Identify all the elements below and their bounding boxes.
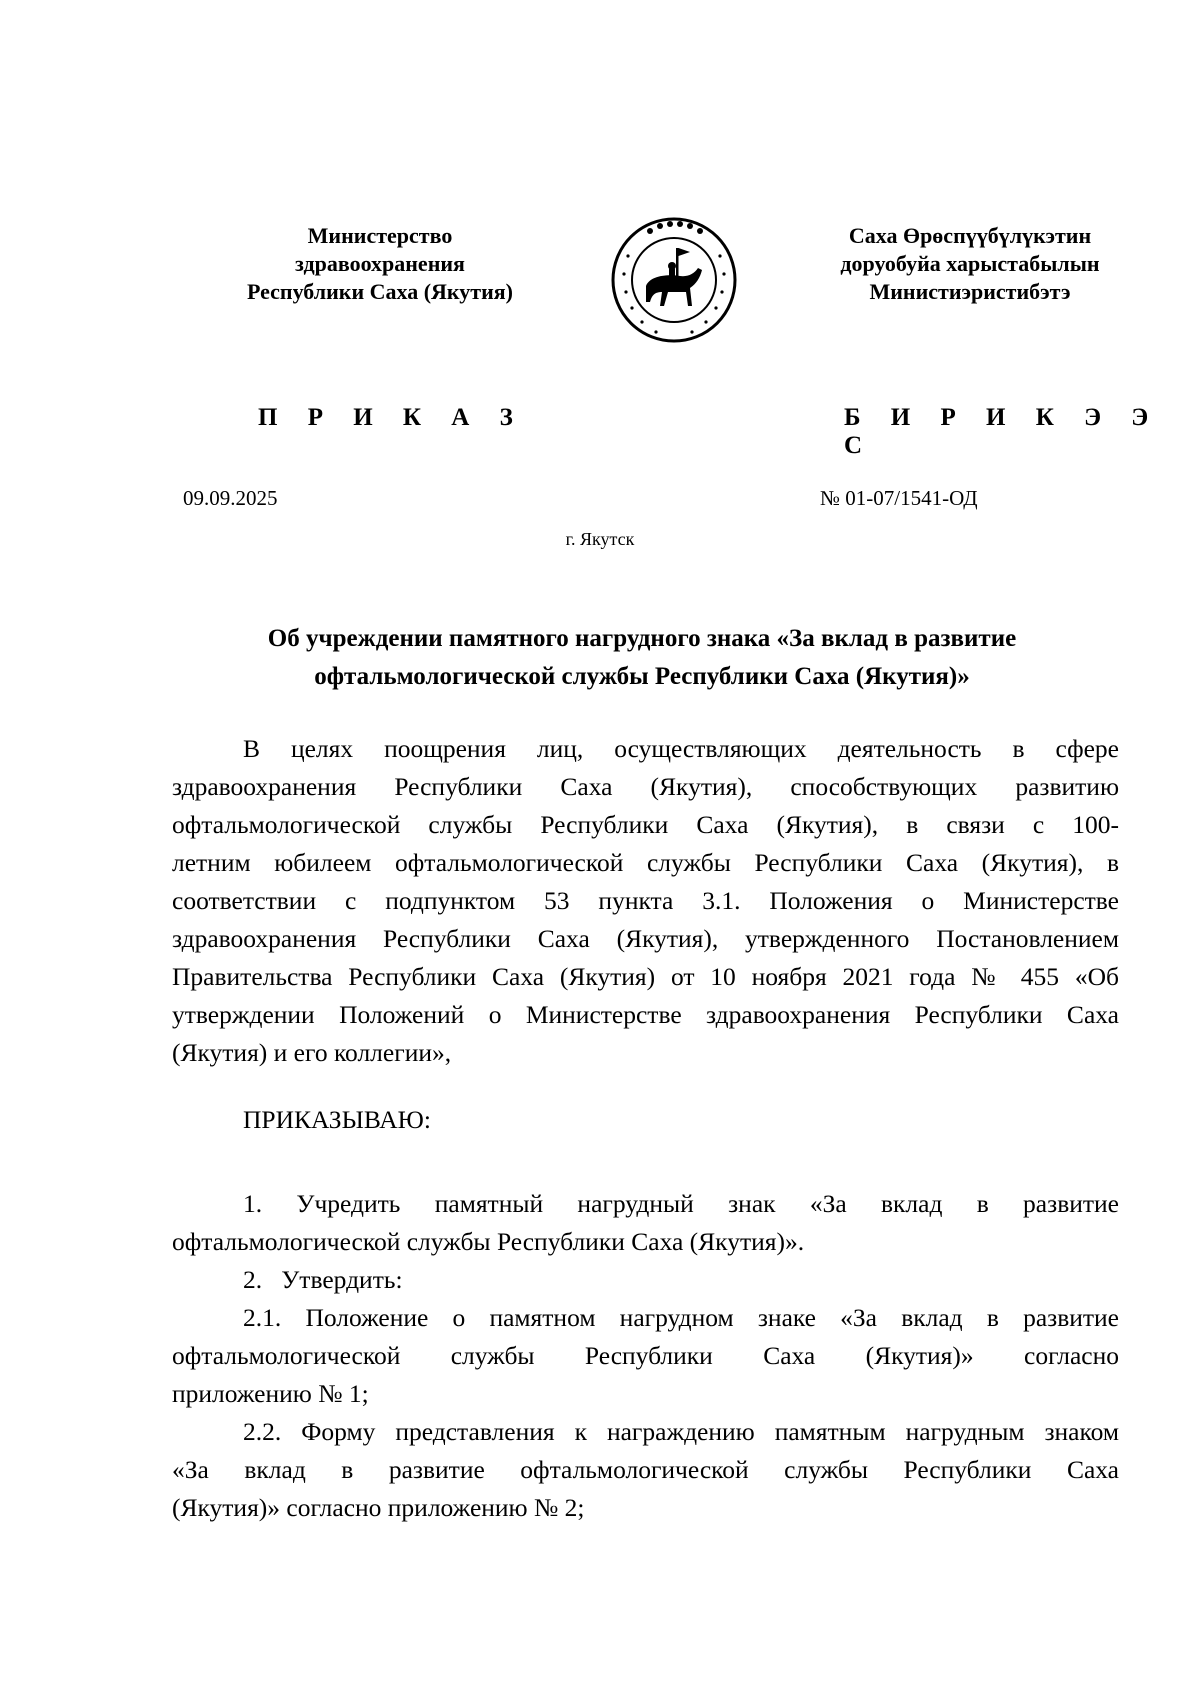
item-2-2-line: 2.2. Форму представления к награждению памятным нагрудным знаком bbox=[243, 1417, 1119, 1446]
subject-line: офтальмологической службы Республики Саха (Якутия)» bbox=[314, 663, 970, 690]
order-title-russian: П Р И К А З bbox=[258, 404, 525, 431]
preamble-line: здравоохранения Республики Саха (Якутия), утвержденного Постановлением bbox=[172, 924, 1119, 953]
subject-line: Об учреждении памятного нагрудного знака «За вклад в развитие bbox=[267, 625, 1017, 652]
item-2-2-line: (Якутия)» согласно приложению № 2; bbox=[172, 1493, 585, 1522]
preamble-line: утверждении Положений о Министерстве здравоохранения Республики Саха bbox=[172, 1000, 1119, 1029]
ministry-name-line: Республики Саха (Якутия) bbox=[246, 279, 514, 304]
order-number: № 01-07/1541-ОД bbox=[820, 486, 978, 510]
preamble-line: соответствии с подпунктом 53 пункта 3.1. Положения о Министерстве bbox=[172, 886, 1119, 915]
order-directive: ПРИКАЗЫВАЮ: bbox=[243, 1105, 431, 1134]
ministry-name-line: Министиэристибэтэ bbox=[869, 279, 1071, 304]
item-1-line: 1. Учредить памятный нагрудный знак «За вклад в развитие bbox=[243, 1189, 1119, 1218]
item-2-1-line: офтальмологической службы Республики Саха (Якутия)» согласно bbox=[172, 1341, 1119, 1370]
order-subject bbox=[172, 620, 1112, 696]
ministry-name-sakha bbox=[800, 222, 1140, 306]
item-2-line: 2. Утвердить: bbox=[243, 1265, 403, 1294]
item-2-1-line: приложению № 1; bbox=[172, 1379, 369, 1408]
preamble-paragraph bbox=[172, 730, 1119, 1072]
preamble-line: (Якутия) и его коллегии», bbox=[172, 1038, 452, 1067]
coat-of-arms-emblem-icon bbox=[610, 214, 738, 346]
city-name: г. Якутск bbox=[565, 529, 635, 549]
preamble-line: здравоохранения Республики Саха (Якутия), способствующих развитию bbox=[172, 772, 1119, 801]
order-title-sakha: Б И Р И К Э Э С bbox=[844, 404, 1161, 459]
ministry-name-line: здравоохранения bbox=[295, 251, 465, 276]
item-1-line: офтальмологической службы Республики Саха (Якутия)». bbox=[172, 1227, 805, 1256]
ministry-name-line: Саха Өрөспүүбүлүкэтин bbox=[848, 223, 1092, 248]
item-2-2-line: «За вклад в развитие офтальмологической службы Республики Саха bbox=[172, 1455, 1119, 1484]
preamble-line: офтальмологической службы Республики Саха (Якутия), в связи с 100- bbox=[172, 810, 1119, 839]
ministry-name-line: Министерство bbox=[307, 223, 453, 248]
preamble-line: В целях поощрения лиц, осуществляющих деятельность в сфере bbox=[243, 734, 1119, 763]
order-items bbox=[172, 1185, 1119, 1527]
ministry-name-line: доруобуйа харыстабылын bbox=[840, 251, 1100, 276]
ministry-name-russian bbox=[210, 222, 550, 306]
preamble-line: летним юбилеем офтальмологической службы Республики Саха (Якутия), в bbox=[172, 848, 1119, 877]
item-2-1-line: 2.1. Положение о памятном нагрудном знаке «За вклад в развитие bbox=[243, 1303, 1119, 1332]
preamble-line: Правительства Республики Саха (Якутия) от 10 ноября 2021 года № 455 «Об bbox=[172, 962, 1119, 991]
order-date: 09.09.2025 bbox=[183, 486, 278, 510]
